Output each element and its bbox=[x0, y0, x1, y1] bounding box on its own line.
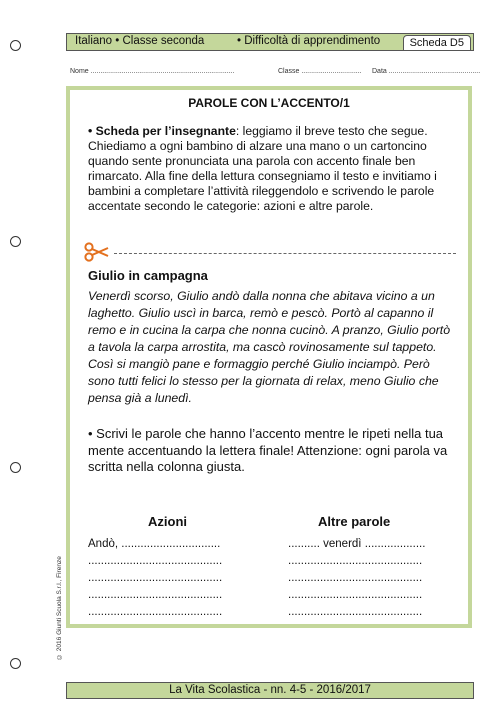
answer-line[interactable]: .......................................... bbox=[88, 572, 223, 584]
answer-line[interactable]: .......................................... bbox=[288, 606, 423, 618]
altre-parole-heading: Altre parole bbox=[318, 514, 391, 529]
classe-field[interactable]: Classe ............................... bbox=[278, 68, 362, 75]
answer-line[interactable]: Andò, ............................... bbox=[88, 538, 221, 550]
teacher-instructions bbox=[88, 124, 456, 214]
scissors-icon bbox=[84, 242, 110, 262]
worksheet-card bbox=[66, 86, 472, 628]
worksheet-title: PAROLE CON L’ACCENTO/1 bbox=[188, 96, 350, 110]
altre-parole-column[interactable] bbox=[288, 538, 458, 623]
copyright-notice: © 2016 Giunti Scuola S.r.l., Firenze bbox=[56, 556, 63, 660]
answer-line[interactable]: .......................................... bbox=[288, 589, 423, 601]
nome-field[interactable]: Nome .......................................................................... bbox=[70, 68, 235, 75]
binder-hole bbox=[10, 462, 21, 473]
answer-line[interactable]: .......................................... bbox=[88, 589, 223, 601]
teacher-text: : leggiamo il breve testo che segue. Chiediamo a ogni bambino di alzare una mano o un cartoncino quando sente pronunciata una parola con accento finale ben rimarcato. Alla fine della lettura consegniamo il testo e invitiamo i bambini a completare l’attività rileggendolo e scrivendo le parole accentate secondo le categorie: azioni e altre parole. bbox=[88, 124, 437, 213]
teacher-lead: • Scheda per l’insegnante bbox=[88, 124, 236, 138]
header-bar bbox=[66, 33, 474, 51]
data-field[interactable]: Data ............................................... bbox=[372, 68, 481, 75]
answer-line[interactable]: .......................................... bbox=[88, 606, 223, 618]
footer-bar: La Vita Scolastica - nn. 4-5 - 2016/2017 bbox=[66, 682, 474, 699]
story-title: Giulio in campagna bbox=[88, 268, 208, 283]
azioni-column[interactable] bbox=[88, 538, 258, 623]
student-info-line bbox=[70, 68, 481, 80]
scheda-label: Scheda D5 bbox=[403, 35, 471, 51]
azioni-heading: Azioni bbox=[148, 514, 187, 529]
story-text: Venerdì scorso, Giulio andò dalla nonna che abitava vicino a un laghetto. Giulio uscì in barca, remò e pescò. Portò al capanno il remo e in cucina la carpa che nonna cucinò. A pranzo, Giulio portò a tavola la carpa arrostita, ma cascò rovinosamente sul tappeto. Così si mangiò pane e formaggio perché Giulio inciampò. Però sono tutti felici lo stesso per la giornata di relax, meno Giulio che pensa già a lunedì. bbox=[88, 289, 451, 405]
student-instruction: • Scrivi le parole che hanno l’accento mentre le ripeti nella tua mente accentuando la lettera finale! Attenzione: ogni parola va scritta nella colonna giusta. bbox=[88, 426, 448, 474]
answer-line[interactable]: .......... venerdì ................... bbox=[288, 538, 426, 550]
answer-line[interactable]: .......................................... bbox=[288, 572, 423, 584]
binder-hole bbox=[10, 40, 21, 51]
binder-hole bbox=[10, 658, 21, 669]
answer-line[interactable]: .......................................... bbox=[88, 555, 223, 567]
binder-hole bbox=[10, 236, 21, 247]
header-topic: • Difficoltà di apprendimento bbox=[237, 35, 381, 47]
dashed-cut-line bbox=[114, 253, 456, 254]
cut-line bbox=[84, 242, 456, 262]
header-subject: Italiano • Classe seconda bbox=[75, 35, 205, 47]
answer-line[interactable]: .......................................... bbox=[288, 555, 423, 567]
